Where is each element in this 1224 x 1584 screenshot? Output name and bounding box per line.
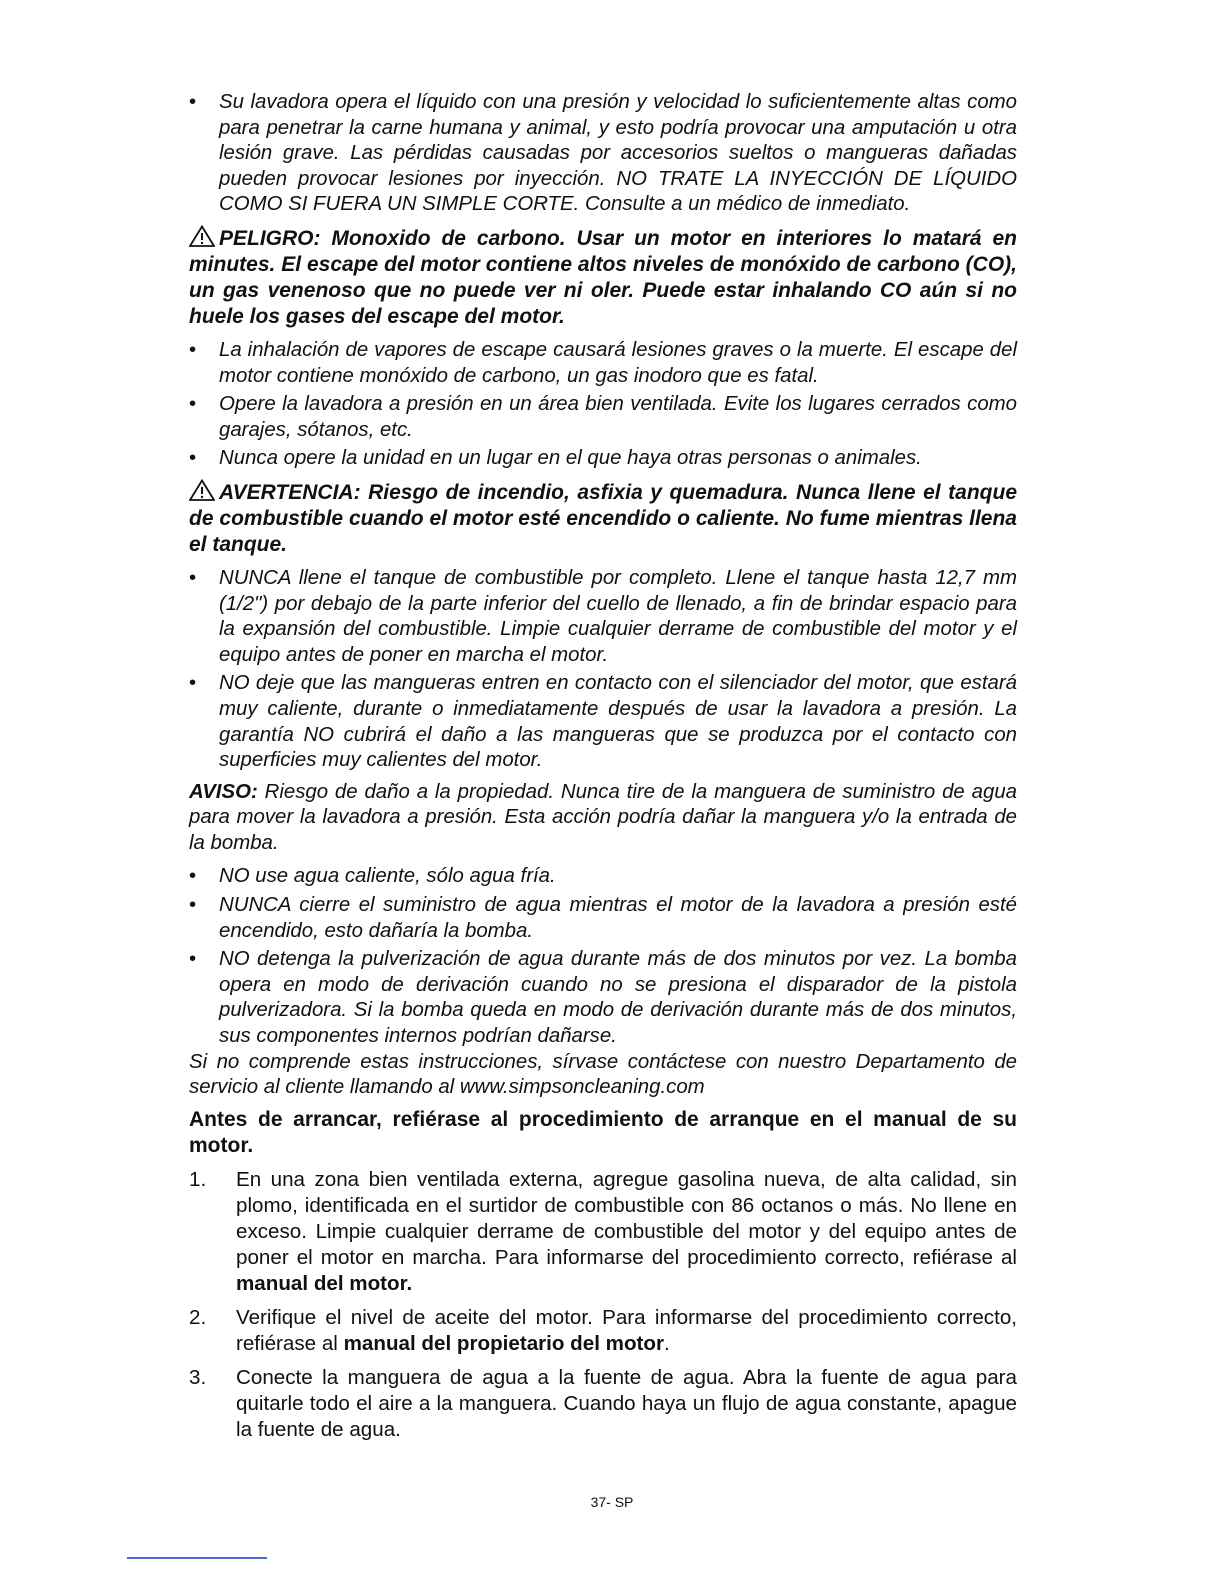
step-item <box>189 1305 1017 1357</box>
danger-bullet: • Opere la lavadora a presión en un área bien ventilada. Evite los lugares cerrados como garajes, sótanos, etc. <box>189 392 1017 443</box>
page-body <box>189 90 1017 1451</box>
warning-bullet: • NO deje que las mangueras entren en contacto con el silenciador del motor, que estará muy caliente, durante o inmediatamente después de usar la lavadora a presión. La garantía NO cubrirá el daño a las mangueras que se produzca por el contacto con superficies muy calientes del motor. <box>189 671 1017 773</box>
before-start-heading: Antes de arrancar, refiérase al procedimiento de arranque en el manual de su motor. <box>189 1107 1017 1157</box>
warning-triangle-icon <box>189 225 215 247</box>
step-item <box>189 1365 1017 1443</box>
page-number: 37- SP <box>590 1494 634 1510</box>
scan-artifact-line <box>127 1557 267 1559</box>
danger-bullet: • La inhalación de vapores de escape causará lesiones graves o la muerte. El escape del motor contiene monóxido de carbono, un gas inodoro que es fatal. <box>189 338 1017 389</box>
step-bold: manual del motor. <box>236 1271 413 1295</box>
step-number: 1. <box>189 1167 207 1191</box>
step-text: Verifique el nivel de aceite del motor. Para informarse del procedimiento correcto, refiérase al <box>236 1305 1017 1355</box>
warning-bullet: • NUNCA llene el tanque de combustible por completo. Llene el tanque hasta 12,7 mm (1/2") por debajo de la parte inferior del cuello de llenado, a fin de brindar espacio para la expansión del combustible. Limpie cualquier derrame de combustible del motor y el equipo antes de poner en marcha el motor. <box>189 566 1017 668</box>
warning-heading <box>189 479 1017 558</box>
notice-text: Riesgo de daño a la propiedad. Nunca tire de la manguera de suministro de agua para mover la lavadora a presión. Esta acción podría dañar la manguera y/o la entrada de la bomba. <box>189 780 1017 854</box>
contact-paragraph: Si no comprende estas instrucciones, sírvase contáctese con nuestro Departamento de servicio al cliente llamando al www.simpsoncleaning.com <box>189 1050 1017 1099</box>
warning-text: AVERTENCIA: Riesgo de incendio, asfixia y quemadura. Nunca llene el tanque de combustible cuando el motor esté encendido o caliente. No fume mientras llena el tanque. <box>189 480 1017 556</box>
notice-paragraph <box>189 780 1017 857</box>
step-number: 3. <box>189 1365 207 1389</box>
step-after: . <box>664 1331 670 1355</box>
warning-triangle-icon <box>189 479 215 501</box>
danger-heading <box>189 225 1017 330</box>
intro-bullet: • Su lavadora opera el líquido con una presión y velocidad lo suficientemente altas como para penetrar la carne humana y animal, y esto podría provocar una amputación u otra lesión grave. Las pérdidas causadas por accesorios sueltos o mangueras dañadas pueden provocar lesiones por inyección. NO TRATE LA INYECCIÓN DE LÍQUIDO COMO SI FUERA UN SIMPLE CORTE. Consulte a un médico de inmediato. <box>189 90 1017 218</box>
notice-bullet: • NO detenga la pulverización de agua durante más de dos minutos por vez. La bomba opera en modo de derivación cuando no se presiona el disparador de la pistola pulverizadora. Si la bomba queda en modo de derivación durante más de dos minutos, sus componentes internos podrían dañarse. <box>189 947 1017 1049</box>
notice-bullet: • NUNCA cierre el suministro de agua mientras el motor de la lavadora a presión esté encendido, esto dañaría la bomba. <box>189 893 1017 944</box>
step-text: Conecte la manguera de agua a la fuente de agua. Abra la fuente de agua para quitarle todo el aire a la manguera. Cuando haya un flujo de agua constante, apague la fuente de agua. <box>236 1365 1017 1441</box>
step-item <box>189 1167 1017 1297</box>
step-number: 2. <box>189 1305 207 1329</box>
step-bold: manual del propietario del motor <box>343 1331 664 1355</box>
danger-bullet: • Nunca opere la unidad en un lugar en el que haya otras personas o animales. <box>189 446 1017 472</box>
notice-bullet: • NO use agua caliente, sólo agua fría. <box>189 864 1017 890</box>
notice-label: AVISO: <box>189 780 258 803</box>
step-text: En una zona bien ventilada externa, agregue gasolina nueva, de alta calidad, sin plomo, identificada en el surtidor de combustible con 86 octanos o más. No llene en exceso. Limpie cualquier derrame de combustible del motor y del equipo antes de poner el motor en marcha. Para informarse del procedimiento correcto, refiérase al <box>236 1167 1017 1269</box>
danger-text: PELIGRO: Monoxido de carbono. Usar un motor en interiores lo matará en minutes. El escape del motor contiene altos niveles de monóxido de carbono (CO), un gas venenoso que no puede ver ni oler. Puede estar inhalando CO aún si no huele los gases del escape del motor. <box>189 226 1017 328</box>
